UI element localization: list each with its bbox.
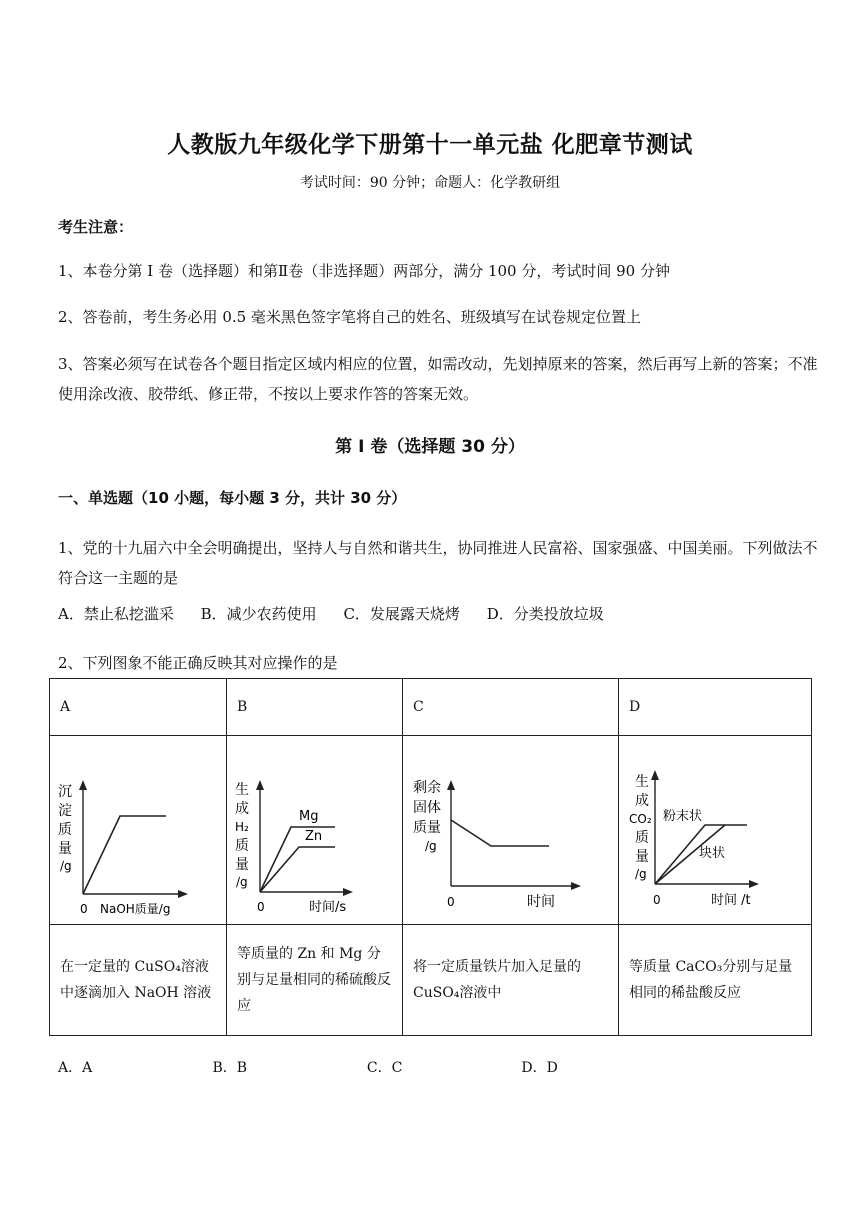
graph-d-ylabel-5: /g <box>635 867 647 881</box>
question-2-stem: 2、下列图象不能正确反映其对应操作的是 <box>58 654 338 672</box>
graph-c-origin: 0 <box>447 895 455 909</box>
exam-subtitle: 考试时间：90 分钟；命题人：化学教研组 <box>299 175 561 191</box>
graph-b-ylabel-4: 量 <box>235 857 249 873</box>
graph-d-line2-label: 块状 <box>699 846 726 861</box>
q2-option-c[interactable]: C．C <box>366 1060 403 1076</box>
graph-d-ylabel-3: 质 <box>635 830 649 846</box>
graph-c-y-arrow <box>447 780 455 790</box>
graph-b-origin: 0 <box>257 900 265 914</box>
graph-d-xlabel: 时间 /t <box>711 893 751 908</box>
part-heading: 一、单选题（10 小题，每小题 3 分，共计 30 分） <box>58 489 407 507</box>
q1-option-d[interactable]: D．分类投放垃圾 <box>486 605 604 623</box>
graph-b-ylabel-1: 成 <box>235 801 249 817</box>
graph-a <box>50 736 227 924</box>
graph-b-xlabel: 时间/s <box>309 900 347 915</box>
q2-desc-a: 在一定量的 CuSO₄溶液中逐滴加入 NaOH 溶液 <box>50 925 227 1036</box>
graph-d-ylabel-1: 成 <box>635 793 649 809</box>
q2-option-a[interactable]: A．A <box>58 1060 93 1076</box>
question-1-options <box>58 603 626 624</box>
q2-option-b[interactable]: B．B <box>212 1060 248 1076</box>
graph-b-x-arrow <box>343 888 353 896</box>
graph-b-ylabel-5: /g <box>236 875 248 889</box>
graph-b-ylabel-0: 生 <box>235 782 249 798</box>
q2-header-b: B <box>227 679 403 736</box>
q2-desc-b: 等质量的 Zn 和 Mg 分别与足量相同的稀硫酸反应 <box>227 925 403 1036</box>
q2-graph-b-cell <box>227 736 403 925</box>
graph-c-ylabel-2: 质量 <box>413 820 441 836</box>
graph-a-ylabel-3: 量 <box>58 841 72 857</box>
notice-heading: 考生注意： <box>58 218 134 236</box>
graph-b-y-arrow <box>256 780 264 790</box>
graph-d-ylabel-2: CO₂ <box>629 812 652 826</box>
graph-b-line2-label: Zn <box>305 829 323 844</box>
graph-c-xlabel: 时间 <box>527 894 555 910</box>
graph-c-ylabel-1: 固体 <box>413 800 441 816</box>
graph-b-curve-mg <box>260 827 335 892</box>
graph-d-y-arrow <box>651 770 659 780</box>
q2-graph-d-cell <box>619 736 812 925</box>
question-2-options <box>58 1057 671 1077</box>
graph-a-x-arrow <box>178 890 188 898</box>
graph-d-line1-label: 粉末状 <box>663 809 703 824</box>
q2-graph-c-cell <box>403 736 619 925</box>
graph-b <box>227 736 403 924</box>
question-1-stem: 1、党的十九届六中全会明确提出，坚持人与自然和谐共生，协同推进人民富裕、国家强盛、中国美丽。下列做法不符合这一主题的是 <box>58 539 818 587</box>
graph-b-line1-label: Mg <box>299 809 319 824</box>
q2-header-a: A <box>50 679 227 736</box>
graph-c-x-arrow <box>571 882 581 890</box>
graph-a-ylabel-2: 质 <box>58 822 72 838</box>
q1-option-b[interactable]: B．减少农药使用 <box>200 605 317 623</box>
q2-desc-d: 等质量 CaCO₃分别与足量相同的稀盐酸反应 <box>619 925 812 1036</box>
graph-a-xlabel: NaOH质量/g <box>100 902 171 916</box>
graph-a-ylabel-0: 沉 <box>58 784 72 800</box>
graph-c-curve <box>451 820 549 846</box>
graph-c <box>403 736 619 924</box>
q2-desc-c: 将一定质量铁片加入足量的 CuSO₄溶液中 <box>403 925 619 1036</box>
graph-c-ylabel-0: 剩余 <box>413 780 441 796</box>
graph-a-ylabel-1: 淀 <box>58 803 72 819</box>
graph-d-origin: 0 <box>653 893 661 907</box>
question-2-table <box>49 678 812 1036</box>
notice-item-2: 2、答卷前，考生务必用 0.5 毫米黑色签字笔将自己的姓名、班级填写在试卷规定位置上 <box>58 308 641 326</box>
notice-item-1: 1、本卷分第 I 卷（选择题）和第Ⅱ卷（非选择题）两部分，满分 100 分，考试时间 90 分钟 <box>58 262 670 280</box>
section-title: 第 I 卷（选择题 30 分） <box>335 437 525 457</box>
graph-a-origin: 0 <box>80 902 88 916</box>
q1-option-a[interactable]: A．禁止私挖滥采 <box>58 605 174 623</box>
graph-d-x-arrow <box>749 880 759 888</box>
graph-c-ylabel-3: /g <box>425 839 437 853</box>
q2-graph-a-cell <box>50 736 227 925</box>
q2-header-c: C <box>403 679 619 736</box>
q1-option-c[interactable]: C．发展露天烧烤 <box>343 605 460 623</box>
q2-option-d[interactable]: D．D <box>521 1060 558 1076</box>
graph-b-ylabel-2: H₂ <box>235 820 249 834</box>
graph-d-ylabel-0: 生 <box>635 774 649 790</box>
notice-item-3: 3、答案必须写在试卷各个题目指定区域内相应的位置，如需改动，先划掉原来的答案，然后再写上新的答案；不准使用涂改液、胶带纸、修正带，不按以上要求作答的答案无效。 <box>58 355 818 403</box>
graph-b-ylabel-3: 质 <box>235 838 249 854</box>
graph-a-ylabel-4: /g <box>60 859 72 873</box>
graph-d-ylabel-4: 量 <box>635 849 649 865</box>
graph-d <box>619 736 812 924</box>
exam-title: 人教版九年级化学下册第十一单元盐 化肥章节测试 <box>167 132 693 158</box>
q2-header-d: D <box>619 679 812 736</box>
